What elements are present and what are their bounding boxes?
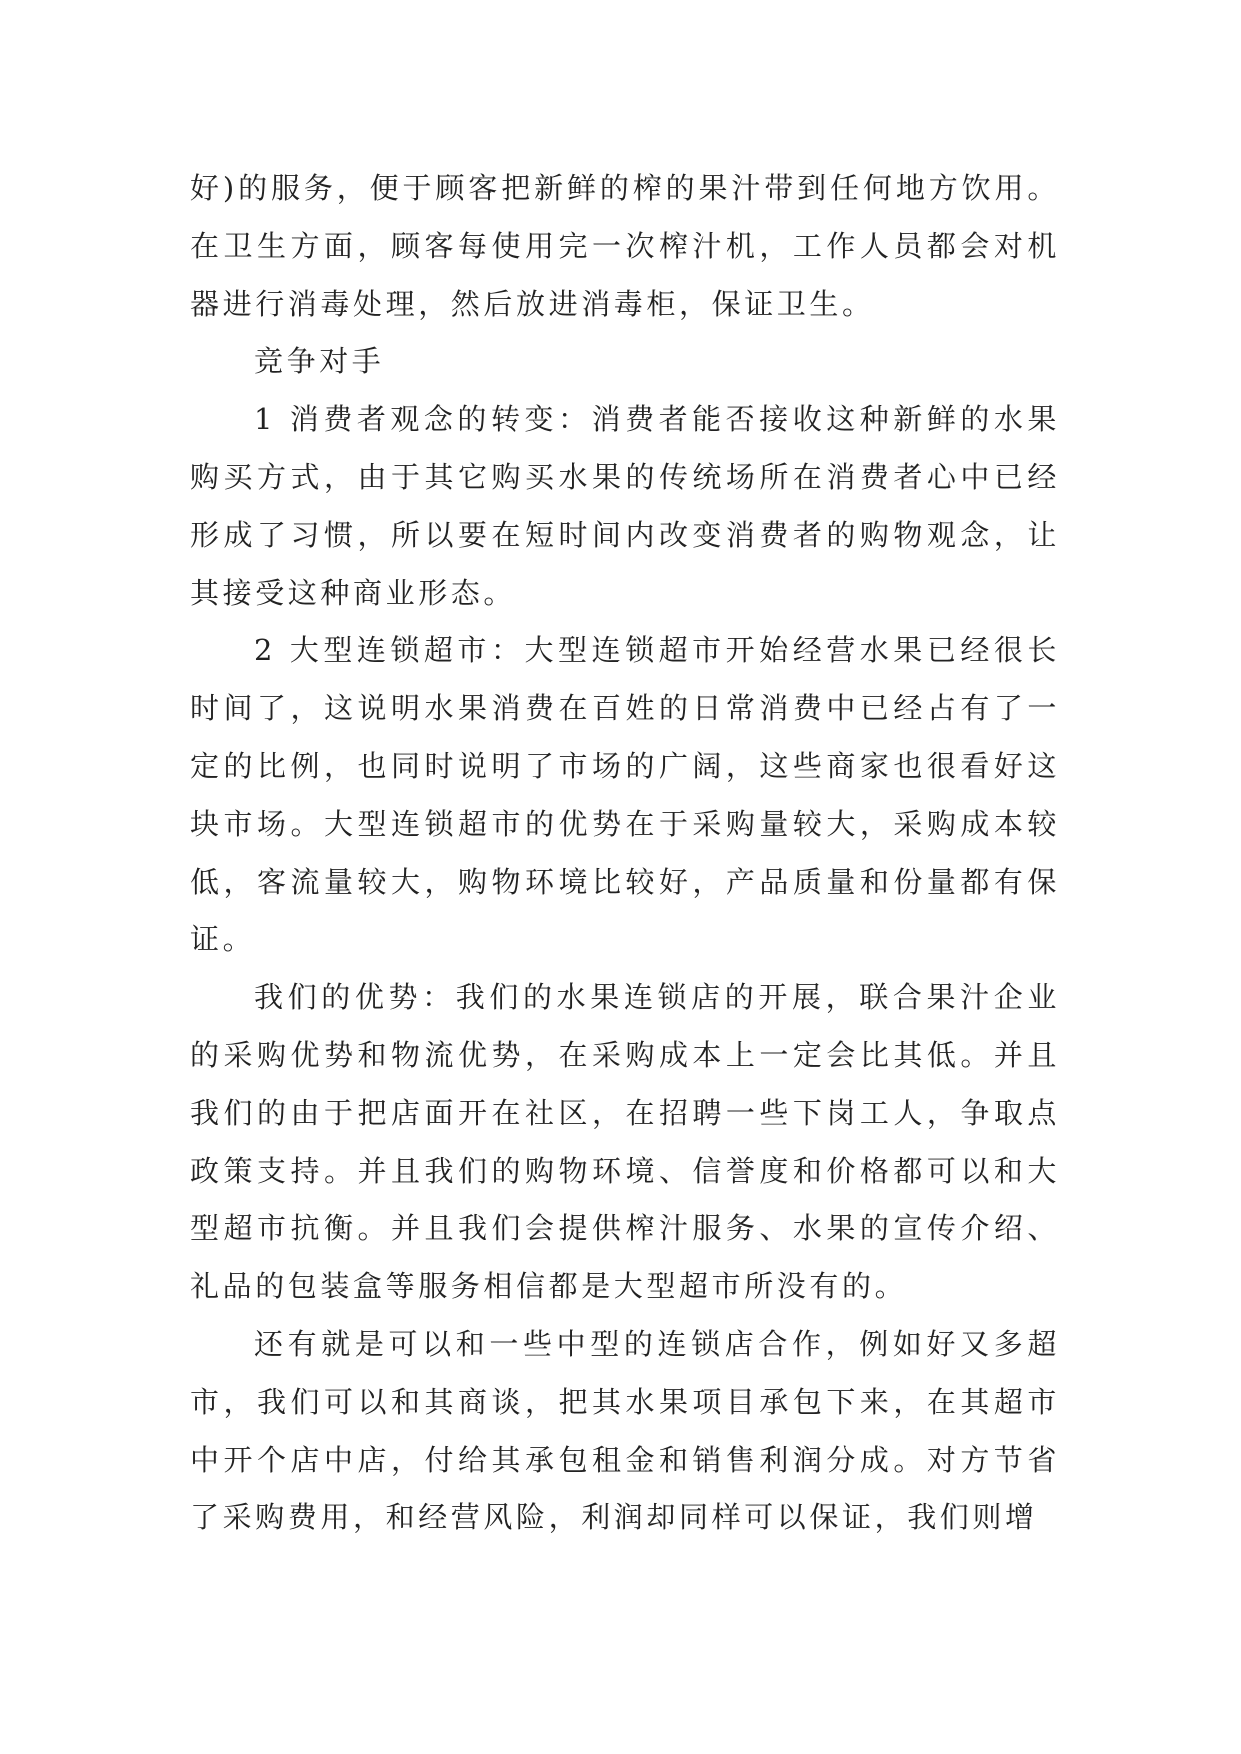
paragraph-our-advantages: 我们的优势：我们的水果连锁店的开展，联合果汁企业的采购优势和物流优势，在采购成本上一定会比其低。并且我们的由于把店面开在社区，在招聘一些下岗工人，争取点政策支持。并且我们的购物环境、信誉度和价格都可以和大型超市抗衡。并且我们会提供榨汁服务、水果的宣传介绍、礼品的包装盒等服务相信都是大型超市所没有的。 xyxy=(190,980,1060,1304)
document-body xyxy=(190,160,1060,1547)
paragraph-chain-supermarket: 2 大型连锁超市：大型连锁超市开始经营水果已经很长时间了，这说明水果消费在百姓的日常消费中已经占有了一定的比例，也同时说明了市场的广阔，这些商家也很看好这块市场。大型连锁超市的优势在于采购量较大，采购成本较低，客流量较大，购物环境比较好，产品质量和份量都有保证。 xyxy=(190,633,1060,957)
paragraph-cooperation: 还有就是可以和一些中型的连锁店合作，例如好又多超市，我们可以和其商谈，把其水果项目承包下来，在其超市中开个店中店，付给其承包租金和销售利润分成。对方节省了采购费用，和经营风险，利润却同样可以保证，我们则增 xyxy=(190,1326,1060,1535)
paragraph-1: 好)的服务，便于顾客把新鲜的榨的果汁带到任何地方饮用。在卫生方面，顾客每使用完一次榨汁机，工作人员都会对机器进行消毒处理，然后放进消毒柜，保证卫生。 xyxy=(190,171,1060,321)
paragraph-consumer-concept: 1 消费者观念的转变：消费者能否接收这种新鲜的水果购买方式，由于其它购买水果的传统场所在消费者心中已经形成了习惯，所以要在短时间内改变消费者的购物观念，让其接受这种商业形态。 xyxy=(190,402,1060,610)
section-heading-competitors: 竞争对手 xyxy=(254,344,385,379)
